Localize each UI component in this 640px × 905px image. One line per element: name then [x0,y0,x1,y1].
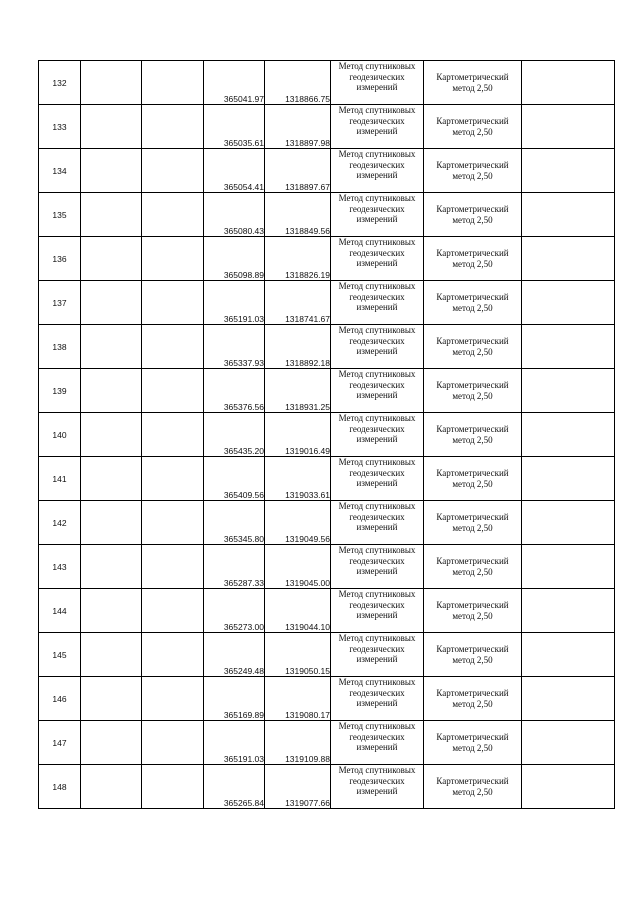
empty-cell-2 [142,237,204,281]
x-coordinate-cell: 365337.93 [204,325,265,369]
y-coordinate-cell: 1318826.19 [265,237,331,281]
point-number-cell: 146 [39,677,81,721]
method-line: Метод спутниковых [338,237,416,247]
empty-cell-2 [142,457,204,501]
accuracy-line: метод 2,50 [452,522,493,533]
y-coordinate-cell: 1319045.00 [265,545,331,589]
x-coordinate-cell: 365409.56 [204,457,265,501]
y-coordinate-cell: 1319049.56 [265,501,331,545]
empty-cell-last [522,765,615,809]
method-line: Метод спутниковых [338,369,416,379]
point-number-cell: 143 [39,545,81,589]
accuracy-line: метод 2,50 [452,346,493,357]
table-body [39,61,615,809]
method-cell [331,677,424,721]
x-coordinate-cell: 365080.43 [204,193,265,237]
accuracy-line: метод 2,50 [452,170,493,181]
empty-cell-1 [81,765,142,809]
accuracy-line: метод 2,50 [452,478,493,489]
empty-cell-last [522,457,615,501]
table-row [39,281,615,325]
empty-cell-1 [81,413,142,457]
x-coordinate-cell: 365345.80 [204,501,265,545]
empty-cell-1 [81,589,142,633]
empty-cell-last [522,369,615,413]
empty-cell-1 [81,677,142,721]
table-row [39,589,615,633]
method-cell [331,369,424,413]
accuracy-cell [424,193,522,237]
x-coordinate-cell: 365098.89 [204,237,265,281]
method-line: Метод спутниковых [338,149,416,159]
empty-cell-2 [142,633,204,677]
accuracy-cell [424,105,522,149]
empty-cell-1 [81,237,142,281]
x-coordinate-cell: 365249.48 [204,633,265,677]
method-cell [331,61,424,105]
method-line: Метод спутниковых [338,545,416,555]
method-cell [331,413,424,457]
table-row [39,545,615,589]
point-number-cell: 137 [39,281,81,325]
method-line: измерений [356,126,398,136]
y-coordinate-cell: 1319033.61 [265,457,331,501]
accuracy-cell [424,545,522,589]
method-cell [331,237,424,281]
method-line: Метод спутниковых [338,413,416,423]
method-line: Метод спутниковых [338,457,416,467]
point-number-cell: 139 [39,369,81,413]
accuracy-line: метод 2,50 [452,126,493,137]
method-line: Метод спутниковых [338,633,416,643]
empty-cell-2 [142,545,204,589]
accuracy-cell [424,589,522,633]
empty-cell-last [522,677,615,721]
method-line: геодезических [349,423,405,434]
accuracy-cell [424,721,522,765]
method-line: измерений [356,742,398,752]
table-row [39,325,615,369]
method-line: геодезических [349,511,405,522]
coordinates-table [38,60,615,809]
table-row [39,633,615,677]
method-line: геодезических [349,643,405,654]
empty-cell-last [522,589,615,633]
empty-cell-last [522,149,615,193]
y-coordinate-cell: 1318866.75 [265,61,331,105]
x-coordinate-cell: 365191.03 [204,721,265,765]
method-cell [331,721,424,765]
x-coordinate-cell: 365265.84 [204,765,265,809]
empty-cell-2 [142,105,204,149]
point-number-cell: 132 [39,61,81,105]
method-line: геодезических [349,115,405,126]
empty-cell-1 [81,457,142,501]
accuracy-line: Картометрический [436,115,509,126]
accuracy-cell [424,325,522,369]
point-number-cell: 140 [39,413,81,457]
empty-cell-last [522,193,615,237]
accuracy-cell [424,633,522,677]
method-line: измерений [356,786,398,796]
empty-cell-1 [81,721,142,765]
accuracy-cell [424,281,522,325]
accuracy-line: Картометрический [436,247,509,258]
method-line: геодезических [349,731,405,742]
accuracy-line: метод 2,50 [452,214,493,225]
accuracy-cell [424,61,522,105]
method-line: геодезических [349,555,405,566]
table-row [39,61,615,105]
empty-cell-2 [142,413,204,457]
point-number-cell: 141 [39,457,81,501]
accuracy-line: метод 2,50 [452,302,493,313]
table-row [39,765,615,809]
y-coordinate-cell: 1319044.10 [265,589,331,633]
point-number-cell: 144 [39,589,81,633]
accuracy-cell [424,237,522,281]
empty-cell-1 [81,105,142,149]
accuracy-line: метод 2,50 [452,610,493,621]
method-line: Метод спутниковых [338,765,416,775]
accuracy-line: Картометрический [436,291,509,302]
y-coordinate-cell: 1319080.17 [265,677,331,721]
method-line: геодезических [349,775,405,786]
accuracy-line: Картометрический [436,335,509,346]
y-coordinate-cell: 1318849.56 [265,193,331,237]
method-cell [331,765,424,809]
method-line: Метод спутниковых [338,721,416,731]
method-cell [331,633,424,677]
accuracy-line: Картометрический [436,511,509,522]
empty-cell-last [522,501,615,545]
y-coordinate-cell: 1318931.25 [265,369,331,413]
method-cell [331,589,424,633]
y-coordinate-cell: 1318897.98 [265,105,331,149]
accuracy-cell [424,765,522,809]
method-line: измерений [356,698,398,708]
point-number-cell: 136 [39,237,81,281]
method-line: измерений [356,478,398,488]
empty-cell-1 [81,149,142,193]
method-line: геодезических [349,159,405,170]
accuracy-line: Картометрический [436,203,509,214]
point-number-cell: 138 [39,325,81,369]
accuracy-cell [424,413,522,457]
table-row [39,237,615,281]
method-line: геодезических [349,71,405,82]
method-line: Метод спутниковых [338,501,416,511]
x-coordinate-cell: 365035.61 [204,105,265,149]
y-coordinate-cell: 1318892.18 [265,325,331,369]
method-line: Метод спутниковых [338,61,416,71]
method-line: измерений [356,522,398,532]
method-line: измерений [356,566,398,576]
accuracy-line: Картометрический [436,599,509,610]
empty-cell-2 [142,765,204,809]
method-line: Метод спутниковых [338,193,416,203]
x-coordinate-cell: 365376.56 [204,369,265,413]
point-number-cell: 148 [39,765,81,809]
accuracy-line: Картометрический [436,159,509,170]
empty-cell-last [522,545,615,589]
empty-cell-last [522,105,615,149]
accuracy-line: Картометрический [436,643,509,654]
accuracy-line: Картометрический [436,731,509,742]
table-row [39,105,615,149]
empty-cell-last [522,633,615,677]
accuracy-line: Картометрический [436,467,509,478]
x-coordinate-cell: 365273.00 [204,589,265,633]
empty-cell-2 [142,501,204,545]
empty-cell-last [522,237,615,281]
point-number-cell: 133 [39,105,81,149]
empty-cell-1 [81,633,142,677]
point-number-cell: 145 [39,633,81,677]
y-coordinate-cell: 1319109.88 [265,721,331,765]
empty-cell-1 [81,281,142,325]
table-row [39,193,615,237]
accuracy-line: Картометрический [436,775,509,786]
method-line: геодезических [349,335,405,346]
method-cell [331,193,424,237]
method-line: Метод спутниковых [338,105,416,115]
empty-cell-2 [142,149,204,193]
point-number-cell: 135 [39,193,81,237]
empty-cell-1 [81,61,142,105]
method-cell [331,325,424,369]
accuracy-line: метод 2,50 [452,698,493,709]
method-line: Метод спутниковых [338,325,416,335]
accuracy-cell [424,501,522,545]
accuracy-line: метод 2,50 [452,566,493,577]
empty-cell-last [522,325,615,369]
empty-cell-2 [142,589,204,633]
method-line: измерений [356,302,398,312]
accuracy-line: метод 2,50 [452,434,493,445]
table-row [39,413,615,457]
method-line: геодезических [349,687,405,698]
method-cell [331,149,424,193]
empty-cell-1 [81,369,142,413]
method-line: геодезических [349,379,405,390]
accuracy-line: Картометрический [436,379,509,390]
x-coordinate-cell: 365169.89 [204,677,265,721]
y-coordinate-cell: 1318741.67 [265,281,331,325]
accuracy-cell [424,457,522,501]
method-line: измерений [356,390,398,400]
accuracy-line: метод 2,50 [452,742,493,753]
x-coordinate-cell: 365435.20 [204,413,265,457]
empty-cell-1 [81,501,142,545]
accuracy-cell [424,369,522,413]
empty-cell-2 [142,193,204,237]
table-row [39,369,615,413]
x-coordinate-cell: 365191.03 [204,281,265,325]
point-number-cell: 134 [39,149,81,193]
empty-cell-1 [81,193,142,237]
method-cell [331,457,424,501]
method-line: геодезических [349,467,405,478]
x-coordinate-cell: 365287.33 [204,545,265,589]
accuracy-cell [424,149,522,193]
accuracy-line: Картометрический [436,423,509,434]
empty-cell-1 [81,325,142,369]
empty-cell-2 [142,61,204,105]
empty-cell-2 [142,281,204,325]
table-row [39,149,615,193]
accuracy-cell [424,677,522,721]
method-line: Метод спутниковых [338,677,416,687]
empty-cell-last [522,281,615,325]
method-line: геодезических [349,247,405,258]
y-coordinate-cell: 1318897.67 [265,149,331,193]
x-coordinate-cell: 365054.41 [204,149,265,193]
accuracy-line: метод 2,50 [452,82,493,93]
empty-cell-last [522,413,615,457]
accuracy-line: метод 2,50 [452,390,493,401]
table-row [39,721,615,765]
method-line: геодезических [349,599,405,610]
method-line: измерений [356,346,398,356]
method-cell [331,281,424,325]
y-coordinate-cell: 1319016.49 [265,413,331,457]
x-coordinate-cell: 365041.97 [204,61,265,105]
accuracy-line: метод 2,50 [452,786,493,797]
point-number-cell: 142 [39,501,81,545]
point-number-cell: 147 [39,721,81,765]
accuracy-line: метод 2,50 [452,258,493,269]
empty-cell-last [522,721,615,765]
method-line: измерений [356,214,398,224]
method-line: измерений [356,82,398,92]
method-line: измерений [356,434,398,444]
method-cell [331,501,424,545]
y-coordinate-cell: 1319077.66 [265,765,331,809]
y-coordinate-cell: 1319050.15 [265,633,331,677]
empty-cell-2 [142,369,204,413]
table-row [39,677,615,721]
method-line: измерений [356,258,398,268]
method-line: измерений [356,170,398,180]
method-cell [331,545,424,589]
method-line: геодезических [349,291,405,302]
accuracy-line: Картометрический [436,71,509,82]
method-line: измерений [356,654,398,664]
accuracy-line: Картометрический [436,687,509,698]
empty-cell-1 [81,545,142,589]
method-cell [331,105,424,149]
empty-cell-2 [142,677,204,721]
method-line: Метод спутниковых [338,589,416,599]
method-line: геодезических [349,203,405,214]
empty-cell-last [522,61,615,105]
empty-cell-2 [142,325,204,369]
table-row [39,501,615,545]
accuracy-line: метод 2,50 [452,654,493,665]
accuracy-line: Картометрический [436,555,509,566]
method-line: измерений [356,610,398,620]
empty-cell-2 [142,721,204,765]
table-row [39,457,615,501]
method-line: Метод спутниковых [338,281,416,291]
